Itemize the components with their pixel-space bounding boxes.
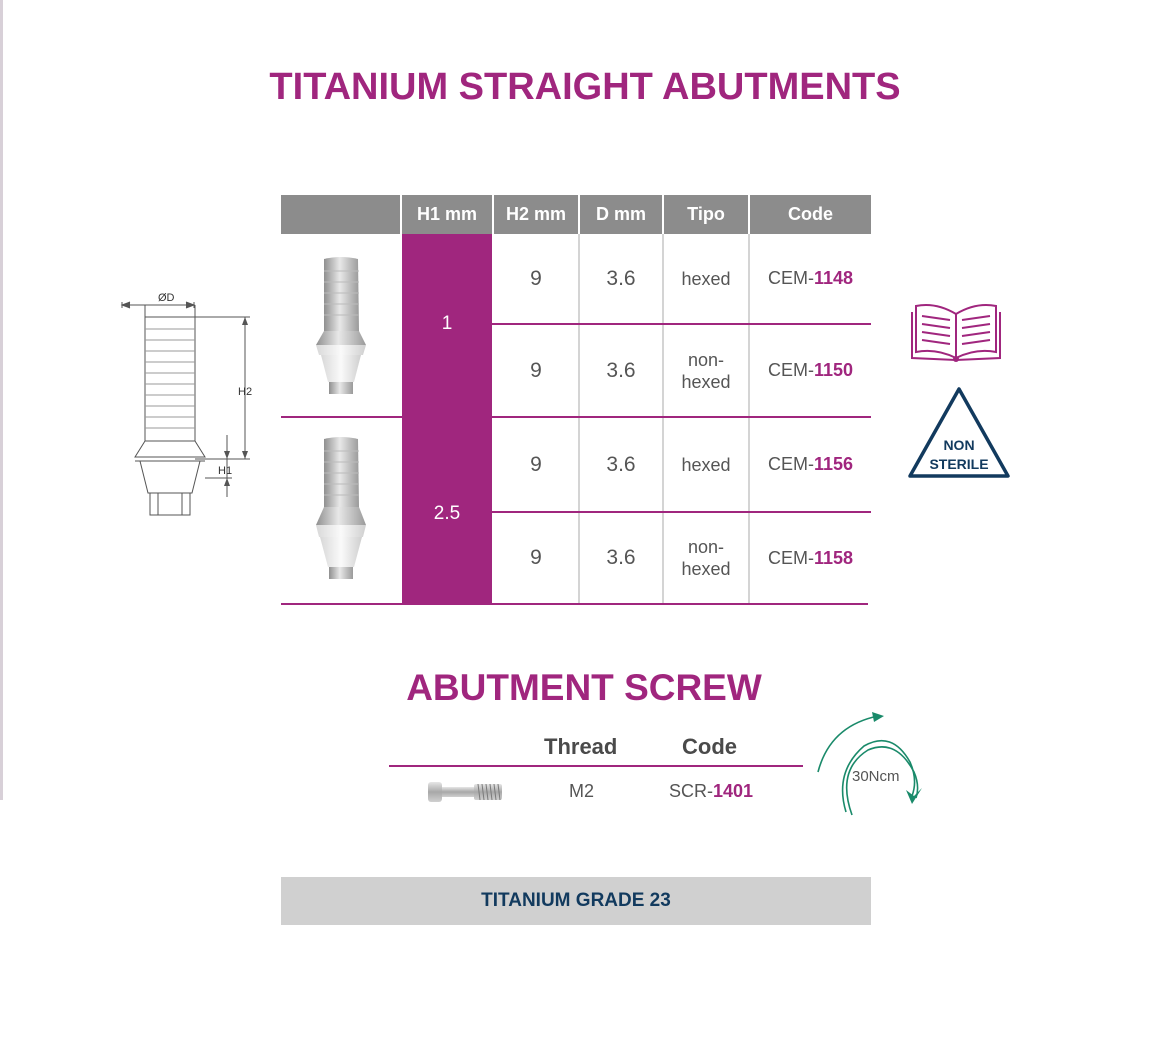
torque-icon <box>812 712 930 820</box>
code-number: 1150 <box>813 360 854 380</box>
screw-code-prefix: SCR- <box>669 781 713 801</box>
torque-value: 30Ncm <box>852 768 900 785</box>
code-number: 1148 <box>813 268 854 288</box>
h1-value-group2: 2.5 <box>433 503 461 524</box>
screw-header-thread: Thread <box>544 734 618 759</box>
header-code: Code <box>750 195 871 234</box>
header-h2: H2 mm <box>494 195 578 234</box>
code-cell <box>750 513 871 603</box>
screw-section-title: ABUTMENT SCREW <box>406 667 762 708</box>
header-tipo: Tipo <box>664 195 748 234</box>
code-prefix: CEM- <box>767 268 814 288</box>
code-cell <box>750 325 871 416</box>
tipo-cell: non-hexed <box>681 537 731 579</box>
header-blank <box>281 195 400 234</box>
abutment-image-tall <box>311 435 371 583</box>
code-prefix: CEM- <box>767 454 814 474</box>
tipo-cell: non-hexed <box>681 349 731 392</box>
code-prefix: CEM- <box>767 547 814 568</box>
screw-code-number: 1401 <box>713 781 754 801</box>
d-cell: 3.6 <box>606 358 636 382</box>
abutment-image-short <box>311 255 371 397</box>
tipo-cell: hexed <box>681 454 731 475</box>
tipo-cell: hexed <box>681 268 731 289</box>
code-number: 1158 <box>813 547 854 568</box>
abutments-table <box>281 195 871 607</box>
table-bottom <box>281 603 868 605</box>
header-d: D mm <box>580 195 662 234</box>
h2-label: H2 <box>238 386 253 398</box>
code-prefix: CEM- <box>767 360 814 380</box>
code-number: 1156 <box>813 454 854 474</box>
d-cell: 3.6 <box>606 546 636 569</box>
d-cell: 3.6 <box>606 266 636 290</box>
h1-column <box>402 234 492 605</box>
header-h1: H1 mm <box>402 195 492 234</box>
material-footer: TITANIUM GRADE 23 <box>281 877 871 925</box>
screw-thread-value: M2 <box>569 781 595 801</box>
screw-code-value <box>669 781 753 802</box>
abutment-drawing <box>110 285 270 525</box>
non-sterile-line2: STERILE <box>929 456 989 472</box>
screw-image <box>425 778 505 806</box>
code-cell <box>750 234 871 323</box>
page-title: TITANIUM STRAIGHT ABUTMENTS <box>269 66 901 108</box>
h1-value-group1: 1 <box>441 313 453 334</box>
h2-cell: 9 <box>530 546 542 569</box>
h2-cell: 9 <box>530 266 542 290</box>
non-sterile-warning-icon <box>906 385 1012 481</box>
h2-cell: 9 <box>530 452 542 476</box>
code-cell <box>750 418 871 511</box>
non-sterile-line1: NON <box>943 437 975 453</box>
screw-header-code: Code <box>682 734 737 759</box>
h2-cell: 9 <box>530 358 542 382</box>
screw-header-line <box>389 765 803 767</box>
book-icon <box>910 302 1002 364</box>
h1-label: H1 <box>218 465 233 477</box>
d-cell: 3.6 <box>606 452 636 476</box>
diameter-label: ØD <box>158 292 175 304</box>
